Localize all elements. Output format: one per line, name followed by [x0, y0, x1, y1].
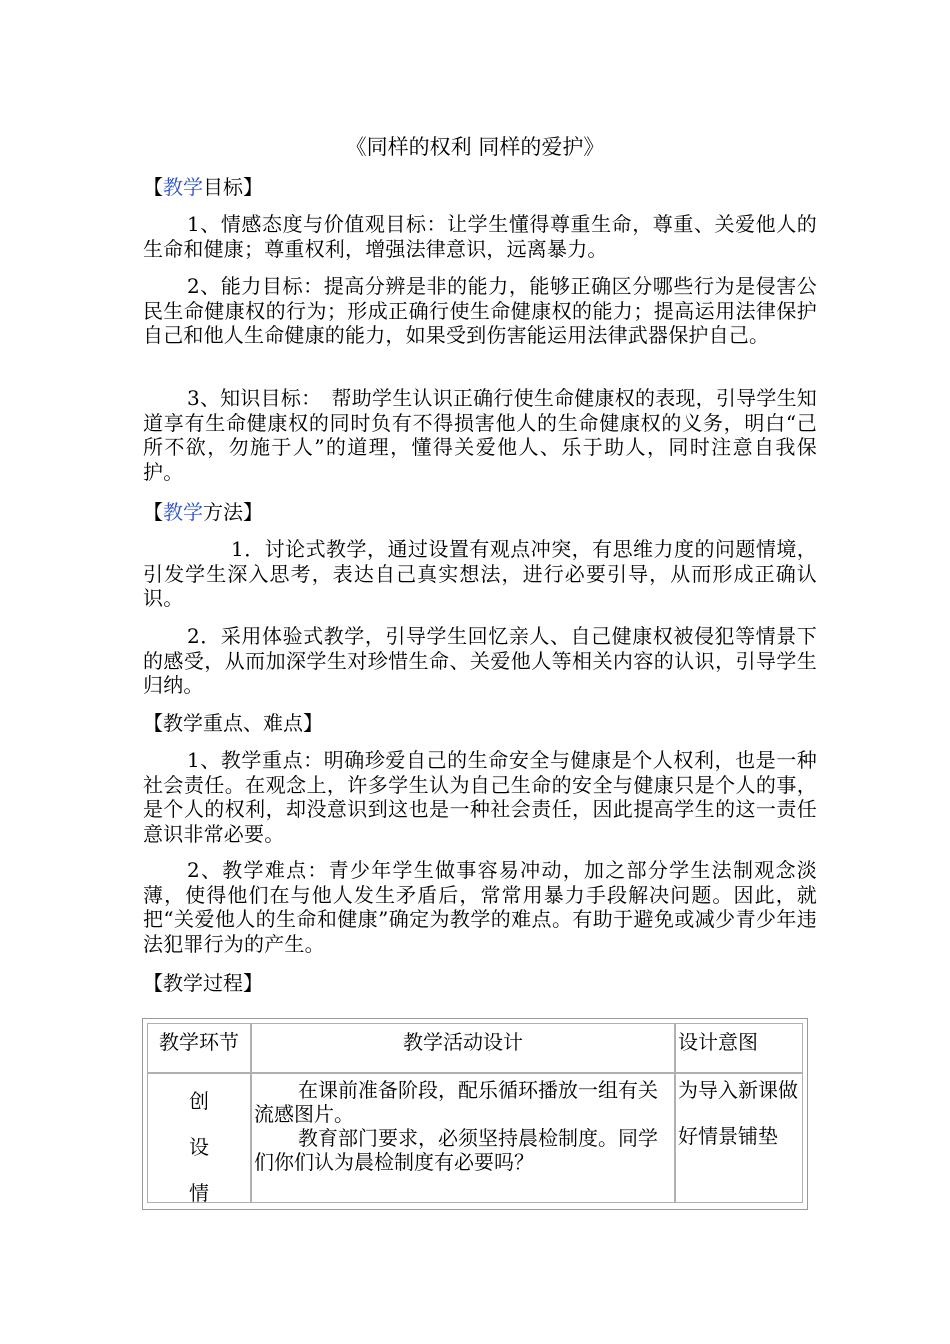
- table-cell-activity: [251, 1073, 675, 1203]
- table-header-activity: 教学活动设计: [251, 1023, 675, 1073]
- bracket-open: 【: [143, 500, 163, 524]
- activity-paragraph-2: 教育部门要求，必须坚持晨检制度。同学们你们认为晨检制度有必要吗？: [254, 1126, 658, 1174]
- goal-paragraph-2: 2、能力目标：提高分辨是非的能力，能够正确区分哪些行为是侵害公民生命健康权的行为；形成正确行使生命健康权的能力；提高运用法律保护自己和他人生命健康的能力，如果受到伤害能运用法律武器保护自己。: [143, 274, 817, 347]
- section-heading-goals: [143, 172, 263, 202]
- table-cell-intent: [675, 1073, 803, 1203]
- process-table: [142, 1018, 808, 1210]
- heading-rest-text: 方法: [203, 500, 243, 524]
- heading-accent-text: 教学: [163, 500, 203, 524]
- goal-paragraph-3: 3、知识目标： 帮助学生认识正确行使生命健康权的表现，引导学生知道享有生命健康权的同时负有不得损害他人的生命健康权的义务，明白“己所不欲，勿施于人”的道理，懂得关爱他人、乐于助人，同时注意自我保护。: [143, 386, 817, 484]
- bracket-close: 】: [243, 500, 263, 524]
- section-heading-process: 【教学过程】: [143, 971, 263, 995]
- intent-line-2: 好情景铺垫: [678, 1124, 778, 1148]
- stage-char: 情: [189, 1181, 209, 1205]
- bracket-close: 】: [243, 175, 263, 199]
- section-heading-keypoints: 【教学重点、难点】: [143, 711, 323, 735]
- goal-paragraph-1: 1、情感态度与价值观目标：让学生懂得尊重生命，尊重、关爱他人的生命和健康；尊重权利，增强法律意识，远离暴力。: [143, 212, 817, 261]
- method-paragraph-2: 2．采用体验式教学，引导学生回忆亲人、自己健康权被侵犯等情景下的感受，从而加深学生对珍惜生命、关爱他人等相关内容的认识，引导学生归纳。: [143, 624, 817, 697]
- bracket-open: 【: [143, 175, 163, 199]
- table-header-intent: 设计意图: [675, 1023, 803, 1073]
- method-paragraph-1: 1．讨论式教学，通过设置有观点冲突，有思维力度的问题情境，引发学生深入思考，表达自己真实想法，进行必要引导，从而形成正确认识。: [143, 537, 817, 610]
- keypoint-paragraph-2: 2、教学难点：青少年学生做事容易冲动，加之部分学生法制观念淡薄，使得他们在与他人发生矛盾后，常常用暴力手段解决问题。因此，就把“关爱他人的生命和健康”确定为教学的难点。有助于避免或减少青少年违法犯罪行为的产生。: [143, 858, 817, 956]
- keypoint-paragraph-1: 1、教学重点：明确珍爱自己的生命安全与健康是个人权利，也是一种社会责任。在观念上，许多学生认为自己生命的安全与健康只是个人的事，是个人的权利，却没意识到这也是一种社会责任，因此提高学生的这一责任意识非常必要。: [143, 748, 817, 846]
- heading-accent-text: 教学: [163, 175, 203, 199]
- section-heading-methods: [143, 497, 263, 527]
- activity-paragraph-1: 在课前准备阶段，配乐循环播放一组有关流感图片。: [254, 1078, 658, 1126]
- stage-char: 设: [189, 1135, 209, 1159]
- heading-rest-text: 目标: [203, 175, 243, 199]
- table-header-stage: 教学环节: [147, 1023, 251, 1073]
- table-cell-stage: [147, 1073, 251, 1203]
- intent-line-1: 为导入新课做: [678, 1078, 798, 1102]
- page-title: 《同样的权利 同样的爱护》: [345, 135, 605, 159]
- stage-char: 创: [189, 1089, 209, 1113]
